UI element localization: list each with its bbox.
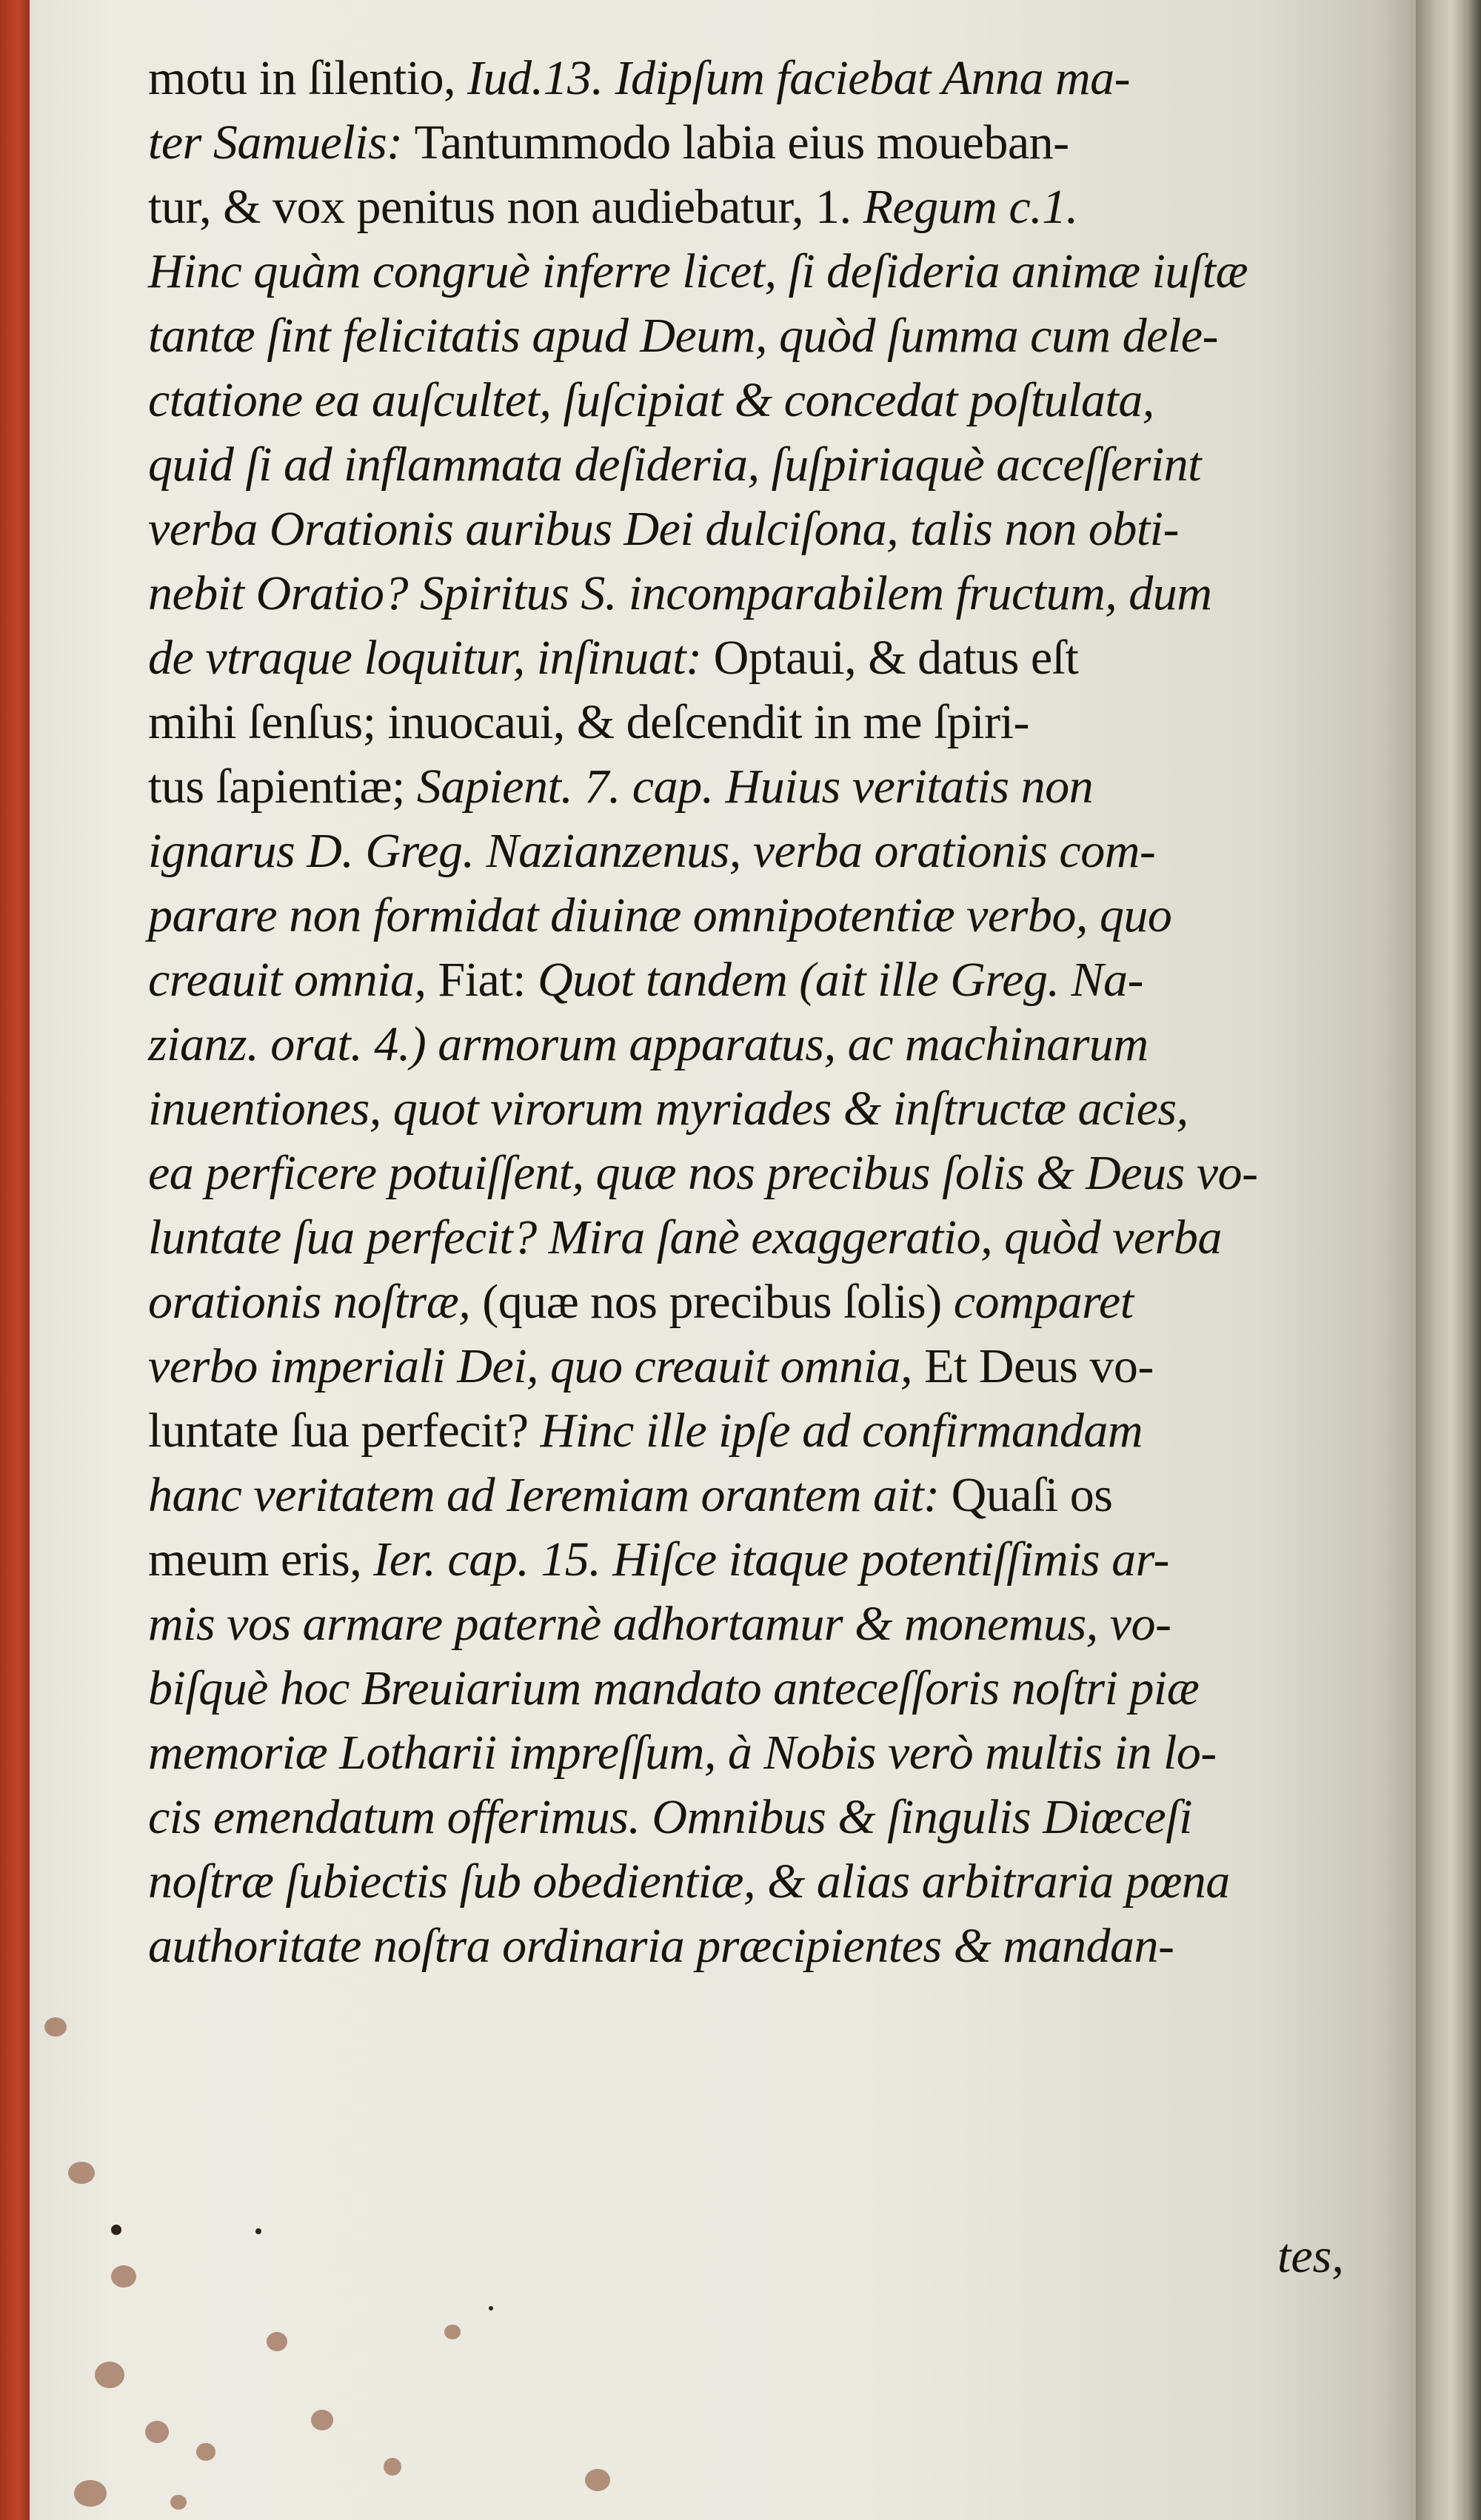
text-line xyxy=(148,175,1407,239)
italic-text-run: ter Samuelis: xyxy=(148,115,415,170)
italic-text-run: comparet xyxy=(953,1275,1134,1329)
italic-text-run: de vtraque loquitur, inſinuat: xyxy=(148,631,714,685)
foxing-stain xyxy=(74,2480,107,2507)
italic-text-run: Hinc quàm congruè inferre licet, ſi deſideria animæ iuſtæ xyxy=(148,244,1248,298)
foxing-stain xyxy=(196,2443,215,2461)
text-line xyxy=(148,110,1407,175)
foxing-stain xyxy=(111,2265,136,2288)
roman-text-run: tur, & vox penitus non audiebatur, 1. xyxy=(148,180,863,234)
italic-text-run: quid ſi ad inflammata deſideria, ſuſpiriaquè acceſſerint xyxy=(148,438,1202,492)
text-line xyxy=(148,1076,1407,1141)
foxing-stain xyxy=(68,2162,95,2184)
text-line xyxy=(148,1720,1407,1785)
roman-text-run: Et Deus vo- xyxy=(924,1339,1154,1393)
text-line xyxy=(148,432,1407,497)
foxing-stain xyxy=(170,2495,187,2510)
text-line xyxy=(148,754,1407,819)
italic-text-run: memoriæ Lotharii impreſſum, à Nobis verò multis in lo- xyxy=(148,1726,1217,1780)
text-line xyxy=(148,46,1407,110)
italic-text-run: nebit Oratio? Spiritus S. incomparabilem fructum, dum xyxy=(148,566,1212,620)
text-line xyxy=(148,1785,1407,1849)
roman-text-run: Fiat: xyxy=(438,953,538,1007)
italic-text-run: hanc veritatem ad Ieremiam orantem ait: xyxy=(148,1468,952,1522)
text-line xyxy=(148,1592,1407,1656)
text-line xyxy=(148,1141,1407,1205)
italic-text-run: biſquè hoc Breuiarium mandato anteceſſoris noſtri piæ xyxy=(148,1661,1200,1715)
text-line xyxy=(148,497,1407,561)
roman-text-run: motu in ſilentio, xyxy=(148,51,467,105)
italic-text-run: cis emendatum offerimus. Omnibus & ſingulis Diœceſi xyxy=(148,1790,1192,1844)
foxing-stain xyxy=(444,2325,461,2339)
text-line xyxy=(148,948,1407,1012)
text-line xyxy=(148,368,1407,432)
foxing-stain xyxy=(384,2458,401,2476)
text-line xyxy=(148,1656,1407,1720)
catchword: tes, xyxy=(1277,2229,1344,2283)
italic-text-run: Sapient. 7. cap. Huius veritatis non xyxy=(416,760,1094,814)
italic-text-run: verbo imperiali Dei, quo creauit omnia, xyxy=(148,1339,925,1393)
italic-text-run: verba Orationis auribus Dei dulciſona, talis non obti- xyxy=(148,502,1179,556)
text-line xyxy=(148,819,1407,883)
italic-text-run: parare non formidat diuinæ omnipotentiæ verbo, quo xyxy=(148,888,1172,942)
text-line xyxy=(148,1205,1407,1270)
ink-speck xyxy=(489,2306,493,2310)
text-line xyxy=(148,1527,1407,1592)
foxing-stain xyxy=(311,2410,333,2430)
body-text xyxy=(148,46,1407,1978)
foxing-stain xyxy=(267,2332,287,2351)
roman-text-run: mihi ſenſus; inuocaui, & deſcendit in me ſpiri- xyxy=(148,695,1029,749)
roman-text-run: meum eris, xyxy=(148,1532,374,1586)
italic-text-run: zianz. orat. 4.) armorum apparatus, ac machinarum xyxy=(148,1017,1149,1071)
roman-text-run: (quæ nos precibus ſolis) xyxy=(482,1275,954,1329)
text-line xyxy=(148,304,1407,368)
foxing-stain xyxy=(145,2421,169,2443)
italic-text-run: noſtræ ſubiectis ſub obedientiæ, & alias arbitraria pœna xyxy=(148,1854,1230,1909)
foxing-stain xyxy=(585,2469,610,2491)
italic-text-run: mis vos armare paternè adhortamur & monemus, vo- xyxy=(148,1597,1171,1651)
ink-speck xyxy=(255,2228,261,2234)
text-line xyxy=(148,561,1407,626)
roman-text-run: Optaui, & datus eſt xyxy=(713,631,1079,685)
text-line xyxy=(148,1463,1407,1527)
italic-text-run: ignarus D. Greg. Nazianzenus, verba orationis com- xyxy=(148,824,1156,878)
roman-text-run: luntate ſua perfecit? xyxy=(148,1404,541,1458)
roman-text-run: tus ſapientiæ; xyxy=(148,760,417,814)
text-line xyxy=(148,626,1407,690)
italic-text-run: ctatione ea auſcultet, ſuſcipiat & concedat poſtulata, xyxy=(148,373,1154,427)
foxing-stain xyxy=(95,2362,124,2388)
italic-text-run: tantæ ſint felicitatis apud Deum, quòd ſumma cum dele- xyxy=(148,309,1218,363)
italic-text-run: orationis noſtræ, xyxy=(148,1275,483,1329)
italic-text-run: Quot tandem (ait ille Greg. Na- xyxy=(538,953,1143,1007)
text-line xyxy=(148,239,1407,304)
text-line xyxy=(148,1398,1407,1463)
italic-text-run: Regum c.1. xyxy=(863,180,1078,234)
text-line xyxy=(148,1849,1407,1914)
italic-text-run: creauit omnia, xyxy=(148,953,438,1007)
text-line xyxy=(148,883,1407,948)
italic-text-run: Iud.13. Idipſum faciebat Anna ma- xyxy=(467,51,1131,105)
book-gutter xyxy=(1416,0,1481,2520)
italic-text-run: Hinc ille ipſe ad confirmandam xyxy=(540,1404,1143,1458)
italic-text-run: Ier. cap. 15. Hiſce itaque potentiſſimis ar- xyxy=(373,1532,1169,1586)
italic-text-run: inuentiones, quot virorum myriades & inſtructæ acies, xyxy=(148,1082,1189,1136)
italic-text-run: luntate ſua perfecit? Mira ſanè exaggeratio, quòd verba xyxy=(148,1210,1222,1264)
text-line xyxy=(148,1012,1407,1076)
text-line xyxy=(148,1270,1407,1334)
roman-text-run: Quaſi os xyxy=(951,1468,1113,1522)
italic-text-run: authoritate noſtra ordinaria præcipientes & mandan- xyxy=(148,1919,1174,1973)
text-line xyxy=(148,1914,1407,1978)
italic-text-run: ea perficere potuiſſent, quæ nos precibus ſolis & Deus vo- xyxy=(148,1146,1258,1200)
ink-speck xyxy=(111,2225,121,2235)
foxing-stain xyxy=(44,2017,67,2037)
text-line xyxy=(148,690,1407,754)
text-line xyxy=(148,1334,1407,1398)
roman-text-run: Tantummodo labia eius moueban- xyxy=(414,115,1069,170)
red-page-edge xyxy=(0,0,33,2520)
